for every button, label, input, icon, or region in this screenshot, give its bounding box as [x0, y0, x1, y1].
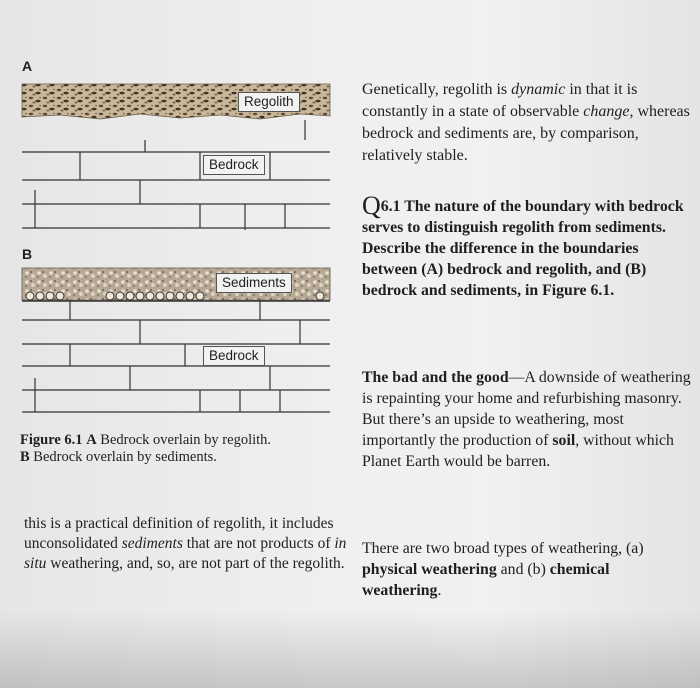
figure-caption	[20, 432, 350, 465]
left-paragraph-text-1: this is a practical definition of regolith, it includes unconsolidated	[24, 515, 334, 552]
weathering-types-paragraph	[362, 538, 692, 601]
regolith-label: Regolith	[238, 92, 300, 112]
bad-and-good-text: —A downside of weathering is repainting your home and refurbishing masonry. But there’s an upside to weathering, most importantly the production of	[362, 369, 691, 449]
bad-and-good-paragraph	[362, 367, 692, 472]
page-bottom-shadow	[0, 610, 700, 688]
caption-b-letter: B	[20, 448, 30, 465]
left-paragraph-em-1: sediments	[121, 535, 183, 552]
bad-and-good-heading: The bad and the good	[362, 369, 509, 386]
right-para-em-1: dynamic	[511, 81, 566, 98]
regolith-dynamic-paragraph	[362, 79, 692, 167]
left-paragraph	[24, 514, 350, 574]
panel-b-letter: B	[22, 246, 33, 262]
question-q-letter: Q	[362, 191, 381, 220]
question-text: The nature of the boundary with bedrock serves to distinguish regolith from sediments. Describe the difference in the boundaries between (A) bedrock and regolith, and (B) bedrock and sediments, in Figure 6.1.	[362, 198, 684, 299]
question-6-1	[362, 191, 692, 301]
weathering-text-1: There are two broad types of weathering, (a)	[362, 540, 644, 557]
right-para-text-3: , whereas bedrock and sediments are, by comparison, relatively stable.	[362, 103, 690, 164]
right-para-text-1: Genetically, regolith is	[362, 81, 512, 98]
bedrock-b-label: Bedrock	[203, 346, 265, 366]
bad-and-good-text-2: , without which Planet Earth would be barren.	[362, 432, 674, 470]
sediments-label: Sediments	[216, 273, 292, 293]
caption-a-letter: A	[86, 432, 97, 448]
right-para-text-2: in that it is constantly in a state of observable	[362, 81, 638, 120]
chemical-weathering-term: chemical weathering	[362, 561, 610, 599]
physical-weathering-term: physical weathering	[362, 561, 497, 578]
caption-a-text: Bedrock overlain by regolith.	[96, 432, 272, 448]
left-paragraph-em-2: in situ	[24, 535, 347, 572]
left-paragraph-text-2: that are not products of	[182, 535, 335, 552]
soil-term: soil	[552, 432, 576, 449]
panel-a-letter: A	[22, 58, 33, 74]
right-para-em-2: change	[583, 103, 630, 120]
caption-lead: Figure 6.1	[20, 432, 83, 448]
weathering-text-3: .	[437, 582, 442, 599]
question-number: 6.1	[380, 198, 401, 215]
weathering-text-2: and (b)	[496, 561, 550, 578]
left-paragraph-text-3: weathering, and, so, are not part of the regolith.	[46, 555, 345, 572]
bedrock-b-joints	[22, 301, 330, 412]
bedrock-a-label: Bedrock	[203, 155, 265, 175]
caption-b-text: Bedrock overlain by sediments.	[29, 448, 217, 465]
bedrock-a-joints	[22, 120, 330, 230]
